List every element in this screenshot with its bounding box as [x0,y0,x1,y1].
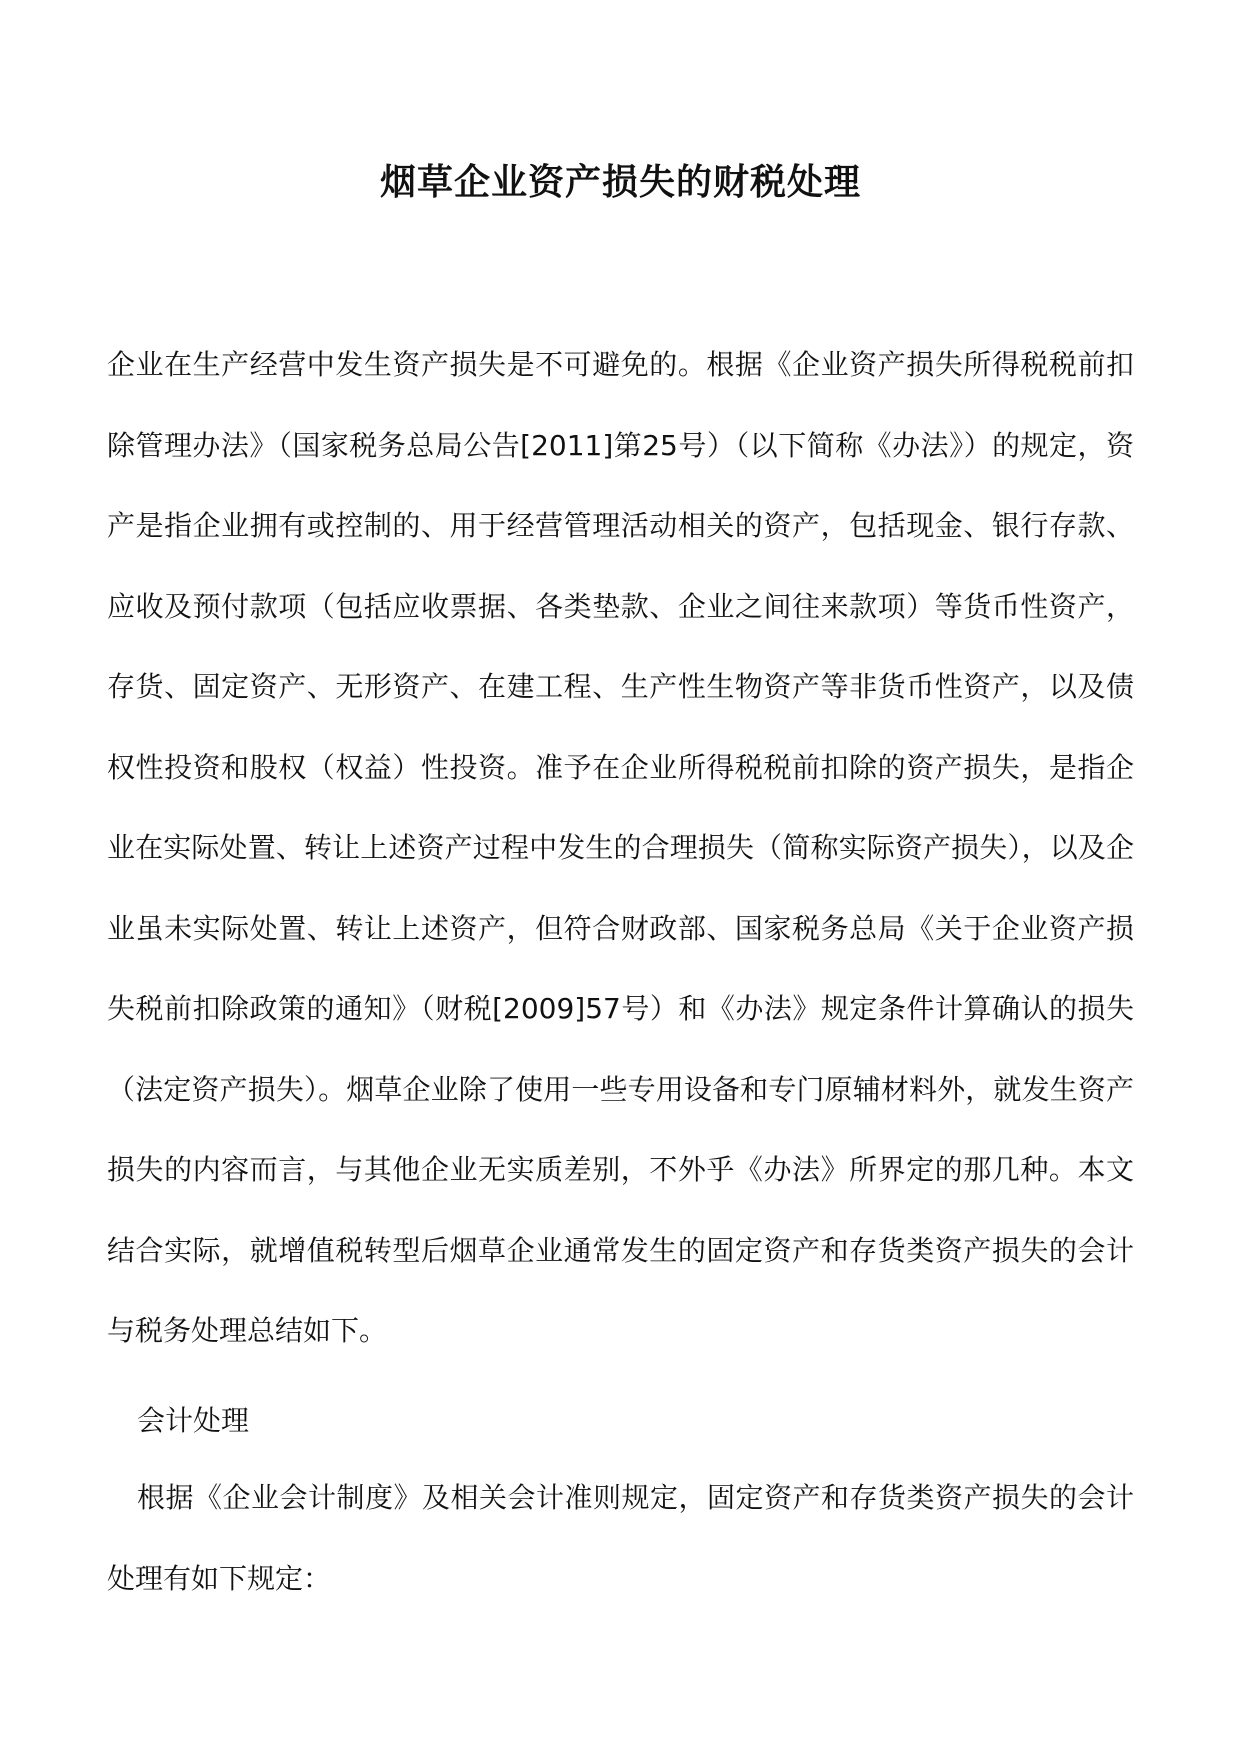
document-title: 烟草企业资产损失的财税处理 [379,161,861,203]
accounting-rule-paragraph: 根据《企业会计制度》及相关会计准则规定，固定资产和存货类资产损失的会计处理有如下规定： [107,1481,1134,1595]
intro-paragraph: 企业在生产经营中发生资产损失是不可避免的。根据《企业资产损失所得税税前扣除管理办法》（国家税务总局公告[2011]第25号）（以下简称《办法》）的规定，资产是指企业拥有或控制的、用于经营管理活动相关的资产，包括现金、银行存款、应收及预付款项（包括应收票据、各类垫款、企业之间往来款项）等货币性资产，存货、固定资产、无形资产、在建工程、生产性生物资产等非货币性资产，以及债权性投资和股权（权益）性投资。准予在企业所得税税前扣除的资产损失，是指企业在实际处置、转让上述资产过程中发生的合理损失（简称实际资产损失），以及企业虽未实际处置、转让上述资产，但符合财政部、国家税务总局《关于企业资产损失税前扣除政策的通知》（财税[2009]57号）和《办法》规定条件计算确认的损失（法定资产损失）。烟草企业除了使用一些专用设备和专门原辅材料外，就发生资产损失的内容而言，与其他企业无实质差别，不外乎《办法》所界定的那几种。本文结合实际，就增值税转型后烟草企业通常发生的固定资产和存货类资产损失的会计与税务处理总结如下。 [107,348,1134,1347]
section-heading-accounting: 会计处理 [137,1404,250,1437]
